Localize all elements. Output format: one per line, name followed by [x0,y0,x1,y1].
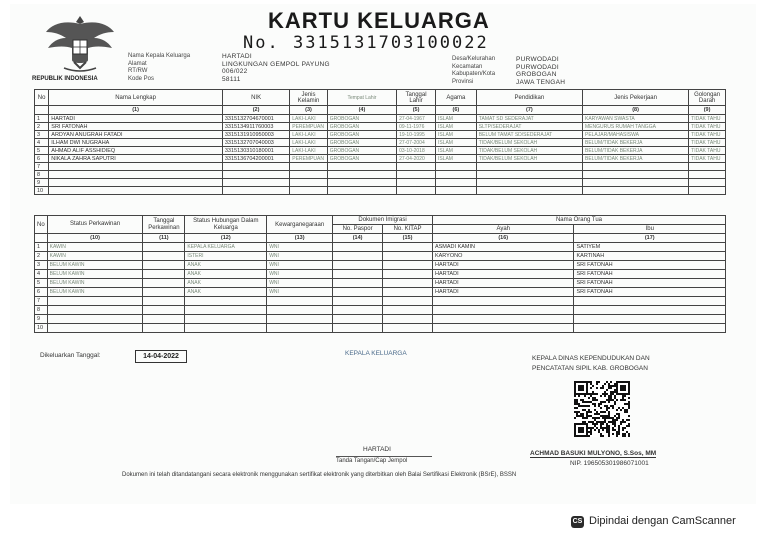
table-cell [143,306,185,315]
table-cell [383,261,433,270]
table-cell [290,187,327,195]
col-header: Nama Lengkap [49,90,223,106]
table-cell [476,163,582,171]
left-info-labels [128,53,190,83]
table-cell: WNI [267,288,333,297]
table-cell: BELUM/TIDAK BEKERJA [582,155,688,163]
table-cell: GROBOGAN [327,147,396,155]
table-row [35,115,726,123]
table-cell [397,179,436,187]
info-label: Kode Pos [128,75,155,82]
table-cell: ISTERI [185,252,267,261]
right-info-labels [452,56,495,86]
table-cell: ISLAM [435,147,476,155]
table-cell [435,187,476,195]
table-cell: 27-04-1967 [397,115,436,123]
table-cell: TIDAK/BELUM SEKOLAH [476,139,582,147]
table-row [35,179,726,187]
table-cell: 5 [35,147,49,155]
table-cell: ANAK [185,288,267,297]
camscanner-label: Dipindai dengan CamScanner [589,515,736,527]
table-cell: 6 [35,288,48,297]
qr-code-icon [574,381,630,437]
table-cell [333,270,383,279]
col-number: (3) [290,106,327,115]
table-cell: KARYAWAN SWASTA [582,115,688,123]
table-cell: SRI FATONAH [574,288,726,297]
col-number: (16) [432,234,574,243]
table-cell [383,279,433,288]
table-cell [327,179,396,187]
table-cell [397,187,436,195]
table-cell [290,171,327,179]
table-cell: TIDAK TAHU [689,139,726,147]
table-cell: MENGURUS RUMAH TANGGA [582,123,688,131]
col-header: NIK [222,90,289,106]
table-cell: KARTINAH [574,252,726,261]
table-row [35,171,726,179]
info-label: Nama Kepala Keluarga [128,53,191,59]
table-cell [574,306,726,315]
col-header: Ibu [574,225,726,234]
table-cell [333,288,383,297]
table-cell [185,306,267,315]
table-cell [49,163,223,171]
table-row [35,243,726,252]
table-row [35,139,726,147]
col-header: Status Perkawinan [47,216,143,234]
col-header: Nama Orang Tua [432,216,725,225]
col-number: (17) [574,234,726,243]
table-cell: GROBOGAN [327,123,396,131]
col-number: (1) [49,106,223,115]
table-cell: 3315136704200001 [222,155,289,163]
table-cell [327,163,396,171]
table-cell: ISLAM [435,123,476,131]
table-cell: SRI FATONAH [574,270,726,279]
table-cell [689,163,726,171]
civil-status-table [34,215,726,333]
col-header: Jenis Kelamin [290,90,327,106]
table-cell [689,171,726,179]
disclaimer: Dokumen ini telah ditandatangani secara elektronik menggunakan sertifikat elektronik yang diterbitkan oleh Balai Sertifikasi Elektronik (BSrE), BSSN [122,472,517,478]
table-cell [383,315,433,324]
table-cell: TIDAK TAHU [689,147,726,155]
table-cell: KEPALA KELUARGA [185,243,267,252]
table-row [35,315,726,324]
table-cell [333,252,383,261]
table-cell: SRI FATONAH [49,123,223,131]
table-cell: ISLAM [435,115,476,123]
table-cell: TIDAK TAHU [689,155,726,163]
table-cell [143,261,185,270]
table-cell: BELUM/TIDAK BEKERJA [582,147,688,155]
table-cell: LAKI-LAKI [290,147,327,155]
table-cell [222,179,289,187]
col-number: (5) [397,106,436,115]
col-number: (6) [435,106,476,115]
table-cell [327,171,396,179]
table-cell: TIDAK TAHU [689,115,726,123]
table-cell: SRI FATONAH [574,261,726,270]
table-row [35,288,726,297]
table-cell: LAKI-LAKI [290,139,327,147]
table-cell [143,297,185,306]
dinas-title-line1: KEPALA DINAS KEPENDUDUKAN DAN [532,355,650,362]
table-cell: 3 [35,131,49,139]
table-row [35,252,726,261]
table-cell: 2 [35,123,49,131]
table-cell: 03-10-2018 [397,147,436,155]
table-cell: PEREMPUAN [290,123,327,131]
table-cell: ISLAM [435,155,476,163]
table-cell: BELUM TAMAT SD/SEDERAJAT [476,131,582,139]
table-cell [383,270,433,279]
table-cell: 1 [35,115,49,123]
info-label: Alamat [128,60,147,67]
table-cell: 19-10-1995 [397,131,436,139]
table-cell [574,324,726,333]
table-row [35,123,726,131]
info-value: 58111 [222,75,241,83]
table-cell [267,306,333,315]
table-cell [333,279,383,288]
info-value: GROBOGAN [516,71,557,78]
table-cell: LAKI-LAKI [290,131,327,139]
col-header: No. KITAP [383,225,433,234]
table-row [35,270,726,279]
table-row [35,147,726,155]
table-cell [222,163,289,171]
table-cell [185,297,267,306]
table-cell: HARTADI [432,270,574,279]
table-cell: 10 [35,187,49,195]
table-cell: TIDAK TAHU [689,123,726,131]
table-cell: 3315132707040003 [222,139,289,147]
col-header: Tanggal Perkawinan [143,216,185,234]
table-row [35,297,726,306]
table-cell: 7 [35,163,49,171]
col-header: Jenis Pekerjaan [582,90,688,106]
table-cell [47,324,143,333]
table-cell [383,243,433,252]
table-cell: 09-11-1976 [397,123,436,131]
col-header: Status Hubungan Dalam Keluarga [185,216,267,234]
table-cell: 3315130310180001 [222,147,289,155]
table-cell: 4 [35,270,48,279]
table-cell [143,315,185,324]
table-cell: GROBOGAN [327,155,396,163]
table-cell [397,163,436,171]
table-cell [574,297,726,306]
col-header: No. Paspor [333,225,383,234]
table-cell: GROBOGAN [327,131,396,139]
table-cell: WNI [267,270,333,279]
table-cell [49,171,223,179]
table-cell: ILHAM DWI NUGRAHA [49,139,223,147]
table-cell: ANAK [185,261,267,270]
info-value: HARTADI [222,53,253,60]
table-cell: SLTP/SEDERAJAT [476,123,582,131]
table-cell: 9 [35,315,48,324]
table-cell: BELUM KAWIN [47,279,143,288]
table-cell: PEREMPUAN [290,155,327,163]
issued-date: 14-04-2022 [135,350,187,363]
table-cell: PELAJAR/MAHASISWA [582,131,688,139]
table-cell: HARTADI [432,288,574,297]
table-cell: BELUM KAWIN [47,270,143,279]
table-row [35,131,726,139]
table-cell [290,163,327,171]
col-number: (8) [582,106,688,115]
table-cell: ISLAM [435,131,476,139]
table-row [35,306,726,315]
info-label: Desa/Kelurahan [452,56,496,62]
table-cell [383,252,433,261]
table-cell: ASMADI KAMIN [432,243,574,252]
table-cell: 3 [35,261,48,270]
col-header: Agama [435,90,476,106]
col-header: Tempat Lahir [327,90,396,106]
issued-label: Dikeluarkan Tanggal: [40,352,101,359]
table-cell: WNI [267,261,333,270]
table-cell: TIDAK/BELUM SEKOLAH [476,155,582,163]
info-label: Kecamatan [452,63,483,70]
table-cell [290,179,327,187]
table-cell [435,163,476,171]
col-number: (13) [267,234,333,243]
table-cell: NIKALA ZAHRA SAPUTRI [49,155,223,163]
table-cell [435,171,476,179]
table-cell: 7 [35,297,48,306]
table-cell: WNI [267,243,333,252]
table-cell [333,243,383,252]
table-cell: TIDAK TAHU [689,131,726,139]
table-cell [432,315,574,324]
table-cell [185,315,267,324]
col-number [35,106,49,115]
table-cell [185,324,267,333]
table-cell [333,324,383,333]
table-cell: BELUM KAWIN [47,288,143,297]
table-cell [397,171,436,179]
table-cell [432,306,574,315]
camscanner-logo-icon: CS [571,516,584,528]
table-cell: BELUM KAWIN [47,261,143,270]
table-cell: HARTADI [432,261,574,270]
table-cell [267,315,333,324]
official-name: ACHMAD BASUKI MULYONO, S.Sos, MM [530,450,657,457]
left-info-values [222,53,330,83]
table-cell: GROBOGAN [327,115,396,123]
table-cell: 27-07-2004 [397,139,436,147]
table-cell [143,252,185,261]
table-cell: 10 [35,324,48,333]
table-cell: TAMAT SD SEDERAJAT [476,115,582,123]
table-cell [327,187,396,195]
signature-caption: Tanda Tangan/Cap Jempol [336,456,432,464]
kepala-keluarga-name: HARTADI [363,446,391,453]
table-cell: 8 [35,306,48,315]
table-cell [432,297,574,306]
table-row [35,163,726,171]
col-header: No [35,90,49,106]
info-label: Provinsi [452,78,474,85]
col-number: (14) [333,234,383,243]
kk-number-value: 3315131703100022 [292,33,489,53]
table-cell: WNI [267,252,333,261]
table-cell: AHMAD ALIF ASSHIDIEQ [49,147,223,155]
table-cell [333,315,383,324]
table-cell [689,187,726,195]
col-header: Dokumen Imigrasi [333,216,433,225]
table-cell [267,324,333,333]
table-cell [49,187,223,195]
table-cell [476,171,582,179]
table-row [35,279,726,288]
table-cell: 27-04-2020 [397,155,436,163]
col-number: (4) [327,106,396,115]
table-cell [47,306,143,315]
table-cell [383,297,433,306]
table-cell [267,297,333,306]
table-cell: GROBOGAN [327,139,396,147]
table-cell [476,179,582,187]
emblem-caption: REPUBLIK INDONESIA [32,76,98,82]
family-members-table [34,89,726,195]
col-number: (11) [143,234,185,243]
table-cell [432,324,574,333]
official-nip: NIP. 196505301986071001 [570,460,649,467]
info-value: PURWODADI [516,63,560,71]
table-cell: SRI FATONAH [574,279,726,288]
col-number [35,234,48,243]
table-cell [143,288,185,297]
table-cell [333,306,383,315]
col-number: (10) [47,234,143,243]
col-header: Kewarganegaraan [267,216,333,234]
col-number: (7) [476,106,582,115]
col-number: (2) [222,106,289,115]
table-cell [582,179,688,187]
table-cell [689,179,726,187]
table-cell: WNI [267,279,333,288]
col-header: Pendidikan [476,90,582,106]
table-cell [582,187,688,195]
col-number: (15) [383,234,433,243]
table-cell [383,306,433,315]
table-cell: HARTADI [432,279,574,288]
table-cell: KAWIN [47,252,143,261]
info-label: RT/RW [128,68,148,74]
table-cell: ISLAM [435,139,476,147]
garuda-emblem-icon [44,10,116,76]
table-cell [582,163,688,171]
table-cell: BELUM/TIDAK BEKERJA [582,139,688,147]
info-label: Kabupaten/Kota [452,71,496,77]
right-info-values [516,56,565,86]
col-header: Golongan Darah [689,90,726,106]
table-cell: TIDAK/BELUM SEKOLAH [476,147,582,155]
table-cell [435,179,476,187]
table-cell: 8 [35,171,49,179]
col-number: (9) [689,106,726,115]
col-header: Ayah [432,225,574,234]
table-cell [143,270,185,279]
table-cell [222,171,289,179]
table-cell: ARDYAN ANUGRAH FATADI [49,131,223,139]
table-cell: KARYONO [432,252,574,261]
table-cell: LAKI-LAKI [290,115,327,123]
table-cell [47,315,143,324]
table-cell: 1 [35,243,48,252]
table-cell: 3315132704670001 [222,115,289,123]
table-row [35,187,726,195]
col-number: (12) [185,234,267,243]
table-cell [333,297,383,306]
table-cell: 4 [35,139,49,147]
col-header: No [35,216,48,234]
table-cell: KAWIN [47,243,143,252]
table-cell: 2 [35,252,48,261]
info-value: 006/022 [222,68,248,75]
table-cell [49,179,223,187]
table-cell: 6 [35,155,49,163]
dinas-title-line2: PENCATATAN SIPIL KAB. GROBOGAN [532,365,648,372]
table-cell: 9 [35,179,49,187]
table-cell [582,171,688,179]
table-row [35,324,726,333]
table-cell [383,288,433,297]
table-cell: 5 [35,279,48,288]
table-cell: SATIYEM [574,243,726,252]
kk-number: No. 3315131703100022 [243,33,489,53]
table-row [35,261,726,270]
kepala-keluarga-label: KEPALA KELUARGA [345,350,407,357]
document-title: KARTU KELUARGA [268,8,490,33]
table-cell: 3315134911760003 [222,123,289,131]
col-header: Tanggal Lahir [397,90,436,106]
info-value: PURWODADI [516,56,560,63]
table-cell: ANAK [185,270,267,279]
table-cell [143,279,185,288]
info-value: LINGKUNGAN GEMPOL PAYUNG [222,60,330,68]
table-row [35,155,726,163]
info-value: JAWA TENGAH [516,78,566,86]
table-cell: HARTADI [49,115,223,123]
table-cell [476,187,582,195]
table-cell [143,243,185,252]
table-cell [47,297,143,306]
table-cell [333,261,383,270]
table-cell [222,187,289,195]
table-cell: 3315131910950003 [222,131,289,139]
table-cell [143,324,185,333]
table-cell: ANAK [185,279,267,288]
table-cell [383,324,433,333]
table-cell [574,315,726,324]
